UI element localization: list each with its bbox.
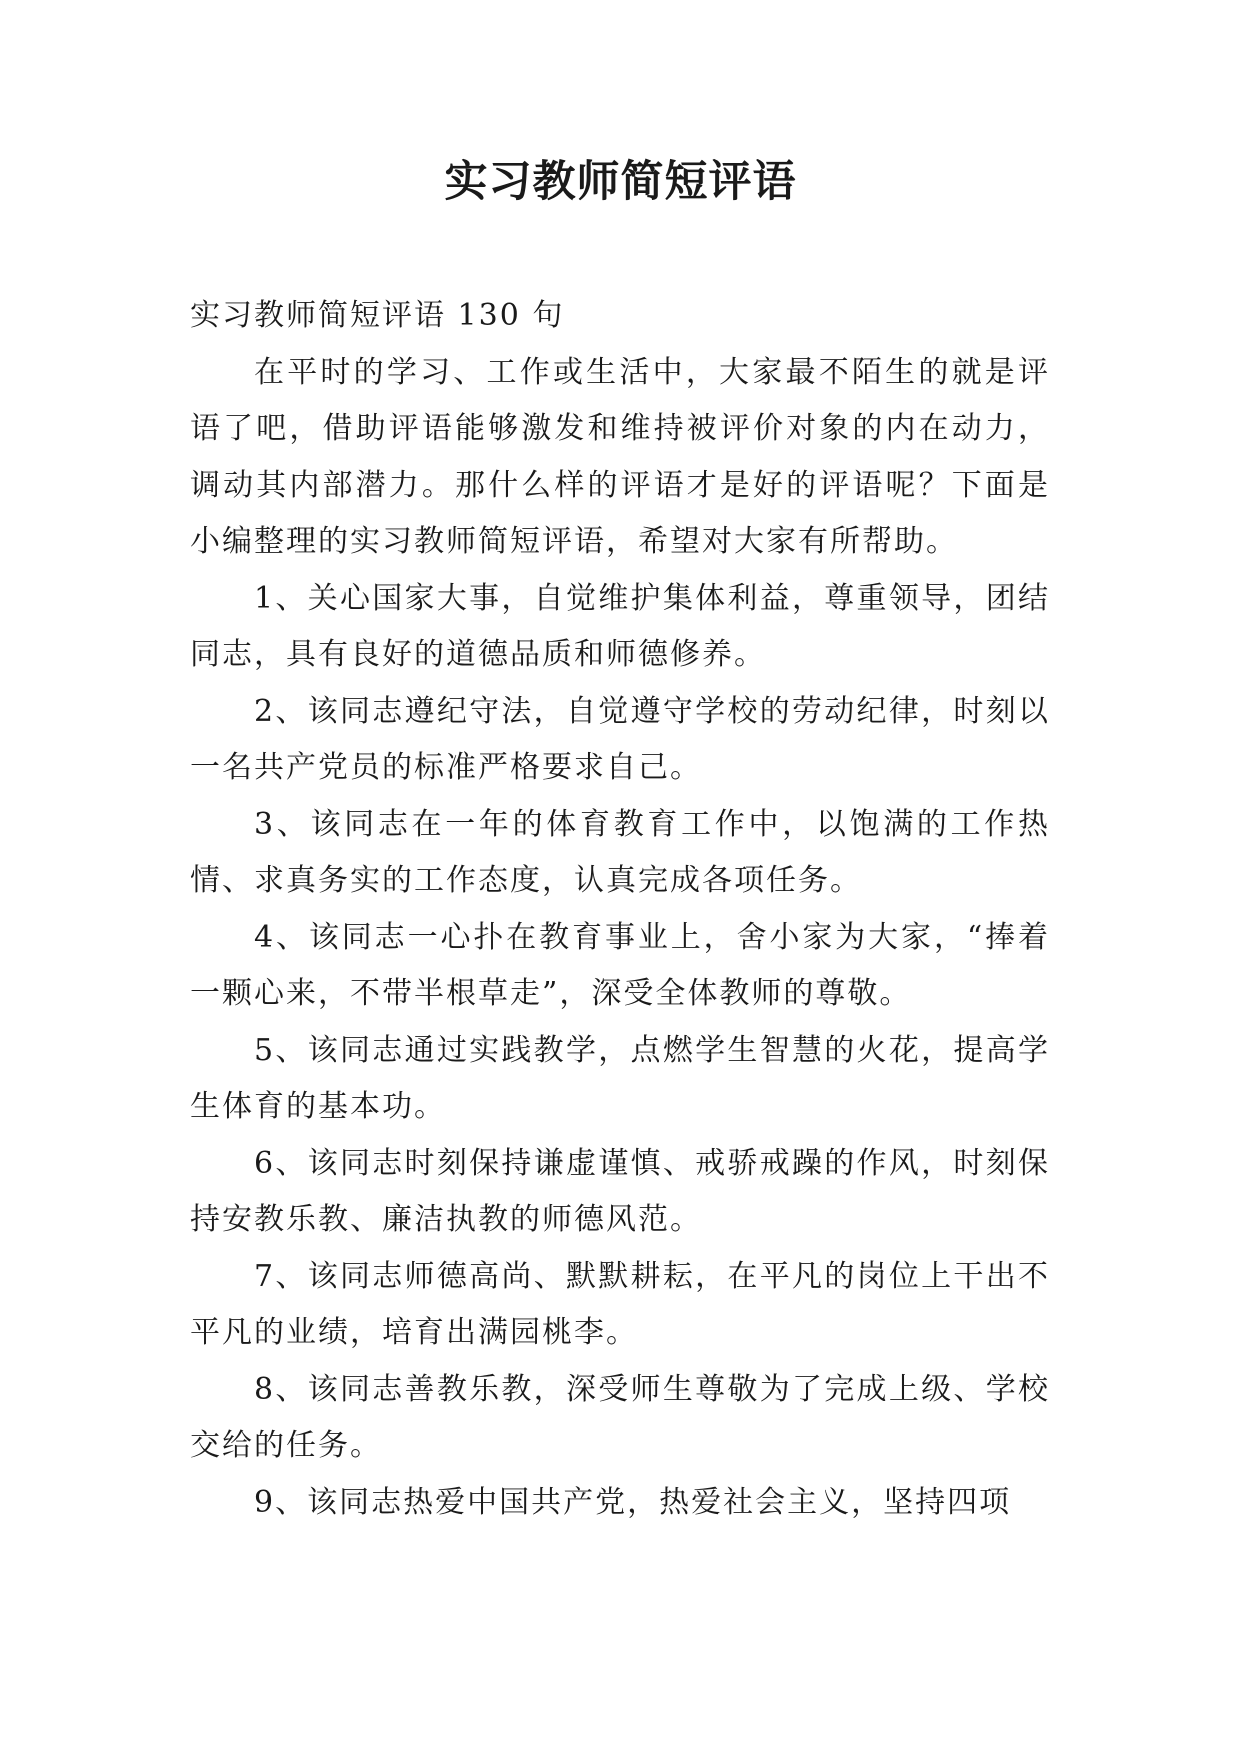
intro-paragraph: 在平时的学习、工作或生活中，大家最不陌生的就是评语了吧，借助评语能够激发和维持被评价对象的内在动力，调动其内部潜力。那什么样的评语才是好的评语呢？下面是小编整理的实习教师简短评语，希望对大家有所帮助。 [190,354,1050,559]
document-subtitle: 实习教师简短评语 130 句 [190,298,565,333]
comment-paragraph: 9、该同志热爱中国共产党，热爱社会主义，坚持四项 [254,1484,1012,1520]
comment-paragraph: 4、该同志一心扑在教育事业上，舍小家为大家，“捧着一颗心来，不带半根草走”，深受全体教师的尊敬。 [190,919,1050,1011]
document-title: 实习教师简短评语 [444,157,797,207]
document-body [190,288,1050,1531]
comment-paragraph: 7、该同志师德高尚、默默耕耘，在平凡的岗位上干出不平凡的业绩，培育出满园桃李。 [190,1258,1050,1350]
comment-paragraph: 1、关心国家大事，自觉维护集体利益，尊重领导，团结同志，具有良好的道德品质和师德修养。 [190,580,1050,672]
comment-paragraph: 8、该同志善教乐教，深受师生尊敬为了完成上级、学校交给的任务。 [190,1371,1050,1463]
comment-paragraph: 5、该同志通过实践教学，点燃学生智慧的火花，提高学生体育的基本功。 [190,1032,1050,1124]
comment-paragraph: 6、该同志时刻保持谦虚谨慎、戒骄戒躁的作风，时刻保持安教乐教、廉洁执教的师德风范。 [190,1145,1050,1237]
comment-paragraph: 2、该同志遵纪守法，自觉遵守学校的劳动纪律，时刻以一名共产党员的标准严格要求自己。 [190,693,1050,785]
comment-paragraph: 3、该同志在一年的体育教育工作中，以饱满的工作热情、求真务实的工作态度，认真完成各项任务。 [190,806,1050,898]
